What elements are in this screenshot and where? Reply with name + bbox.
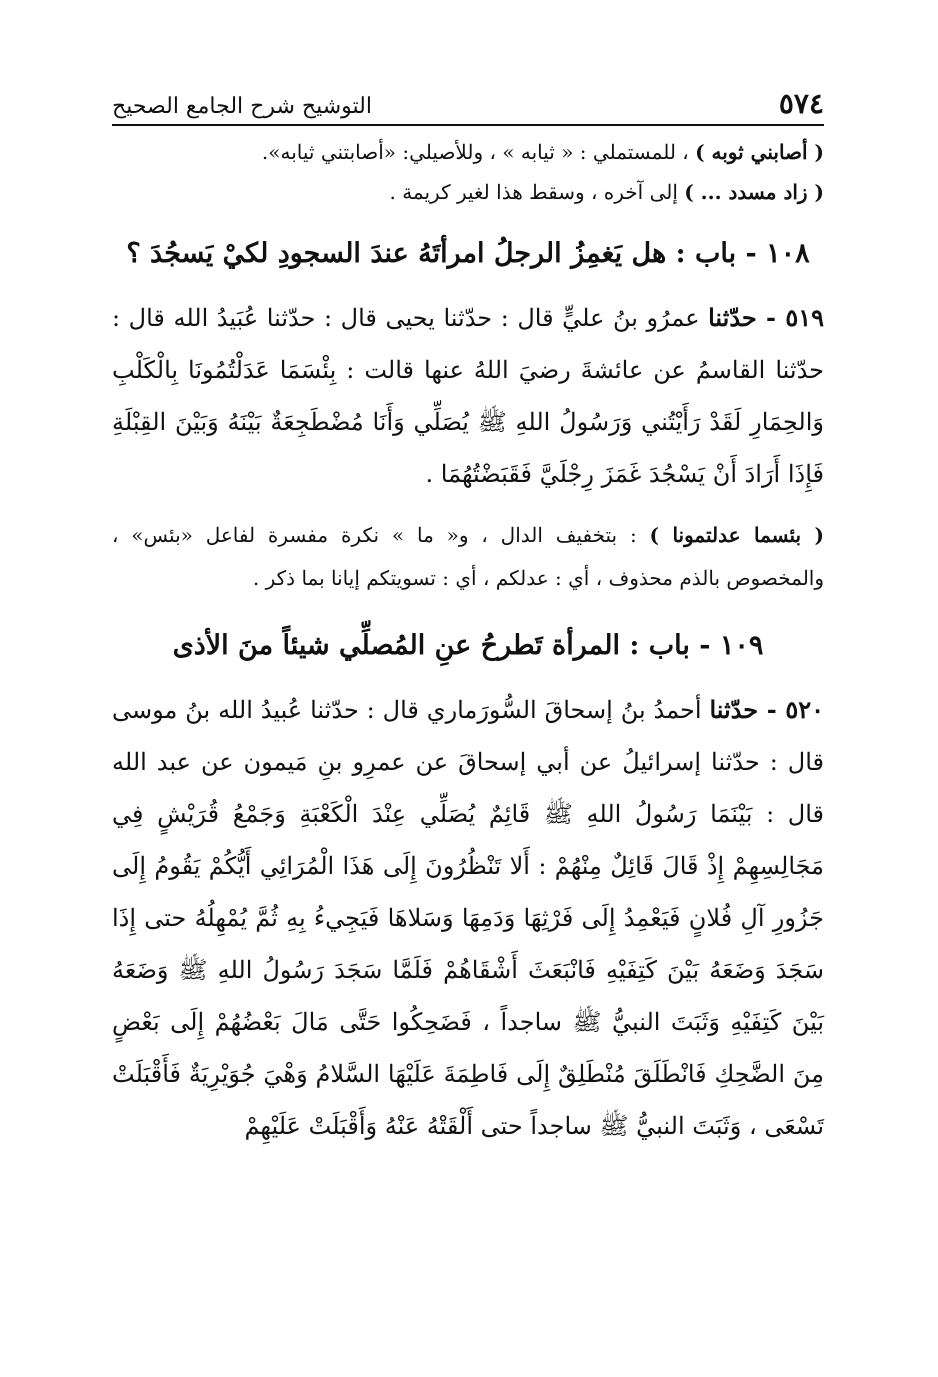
chapter-heading-109: ١٠٩ - باب : المرأة تَطرحُ عنِ المُصلِّي شيئاً منَ الأذى (172, 630, 764, 661)
header-rule (112, 124, 824, 126)
note-text: : بتخفيف الدال ، و« ما » نكرة مفسرة لفاعل «بئس» ، والمخصوص بالذم محذوف ، أي : عدلكم ، أي : تسويتكم إيانا بما ذكر . (112, 523, 824, 590)
hadith-text: عمرُو بنُ عليٍّ قال : حدّثنا يحيى قال : حدّثنا عُبَيدُ الله قال : حدّثنا القاسمُ عن عائشةَ رضيَ اللهُ عنها قالت : بِئْسَمَا عَدَلْتُمُونَا بِالْكَلْبِ وَالحِمَارِ لَقَدْ رَأَيْتُني وَرَسُولُ اللهِ ﷺ يُصَلِّي وَأَنَا مُضْطَجِعَةٌ بَيْنَهُ وَبَيْنَ القِبْلَةِ فَإِذَا أَرَادَ أَنْ يَسْجُدَ غَمَزَ رِجْلَيَّ فَقَبَضْتُهُمَا . (112, 304, 824, 488)
running-title: التوشيح شرح الجامع الصحيح (112, 94, 372, 119)
chapter-heading-108: ١٠٨ - باب : هل يَغمِزُ الرجلُ امرأتَهُ عندَ السجودِ لكيْ يَسجُدَ ؟ (126, 238, 810, 269)
hadith-520 (112, 684, 824, 1152)
note-term: ( أصابني ثوبه ) (695, 140, 824, 164)
hadith-number: ٥١٩ - (756, 303, 824, 332)
note-line (112, 132, 824, 172)
hadith-519 (112, 292, 824, 500)
page-header (112, 78, 824, 118)
note-term: ( بئسما عدلتمونا ) (649, 523, 825, 547)
commentary-519 (112, 514, 824, 600)
note-text: ، للمستملي : « ثيابه » ، وللأصيلي: «أصابتني ثيابه». (261, 140, 696, 164)
hadith-number: ٥٢٠ - (758, 695, 824, 724)
hadith-text: أحمدُ بنُ إسحاقَ السُّورَماري قال : حدّثنا عُبيدُ الله بنُ موسى قال : حدّثنا إسرائيلُ عن أبي إسحاقَ عن عمرِو بنِ مَيمون عن عبد الله قال : بَيْنَمَا رَسُولُ اللهِ ﷺ قَائِمٌ يُصَلِّي عِنْدَ الْكَعْبَةِ وَجَمْعُ قُرَيْشٍ فِي مَجَالِسِهِمْ إِذْ قَالَ قَائِلٌ مِنْهُمْ : أَلا تَنْظُرُونَ إِلَى هَذَا الْمُرَائِي أَيُّكُمْ يَقُومُ إِلَى جَزُورِ آلِ فُلانٍ فَيَعْمِدُ إِلَى فَرْثِهَا وَدَمِهَا وَسَلاهَا فَيَجِيءُ بِهِ ثُمَّ يُمْهِلُهُ حتى إِذَا سَجَدَ وَضَعَهُ بَيْنَ كَتِفَيْهِ فَانْبَعَثَ أَشْقَاهُمْ فَلَمَّا سَجَدَ رَسُولُ اللهِ ﷺ وَضَعَهُ بَيْنَ كَتِفَيْهِ وَثَبَتَ النبيُّ ﷺ ساجداً ، فَضَحِكُوا حَتَّى مَالَ بَعْضُهُمْ إِلَى بَعْضٍ مِنَ الضَّحِكِ فَانْطَلَقَ مُنْطَلِقٌ إِلَى فَاطِمَةَ عَلَيْهَا السَّلامُ وَهْيَ جُوَيْرِيَةٌ فَأَقْبَلَتْ تَسْعَى ، وَثَبَتَ النبيُّ ﷺ ساجداً حتى أَلْقَتْهُ عَنْهُ وَأَقْبَلَتْ عَلَيْهِمْ (112, 696, 824, 1140)
hadith-lead: حدّثنا (708, 303, 757, 332)
page-number: ٥٧٤ (778, 87, 824, 120)
note-term: ( زاد مسدد ... ) (684, 180, 824, 204)
note-line (112, 172, 824, 212)
note-text: إلى آخره ، وسقط هذا لغير كريمة . (389, 180, 685, 204)
hadith-lead: حدّثنا (709, 695, 759, 724)
page-content (112, 132, 824, 1152)
